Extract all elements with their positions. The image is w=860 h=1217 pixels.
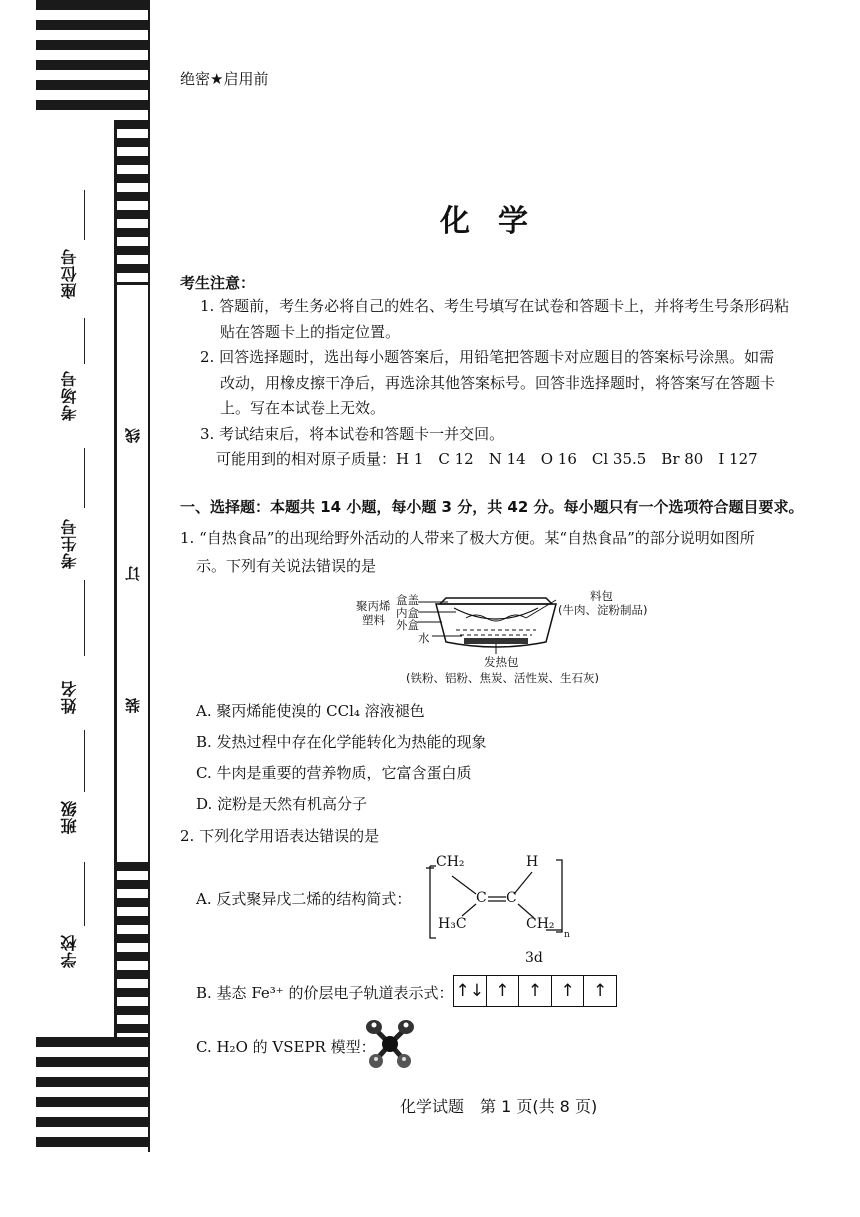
cut-mark-line: 线 <box>124 428 142 443</box>
diagram-label-inner-box: 内盒 <box>396 606 419 620</box>
structure-n: n <box>564 930 570 940</box>
structure-h3c: H₃C <box>438 916 467 932</box>
confidential-mark: 绝密★启用前 <box>180 70 269 88</box>
orbital-box: ↑ <box>519 976 552 1006</box>
exam-room-label: 考场号 <box>60 370 79 421</box>
question-1-option-c: C. 牛肉是重要的营养物质，它富含蛋白质 <box>196 764 472 782</box>
cut-mark-pack: 装 <box>124 698 142 713</box>
question-2-stem: 2. 下列化学用语表达错误的是 <box>180 827 380 845</box>
field-underline <box>84 190 85 240</box>
diagram-label-outer-box: 外盒 <box>396 618 419 632</box>
question-2-option-b: B. 基态 Fe³⁺ 的价层电子轨道表示式： <box>196 984 454 1002</box>
notice-heading: 考生注意： <box>180 274 256 292</box>
question-1-stem-cont: 示。下列有关说法错误的是 <box>196 557 377 575</box>
orbital-box: ↑ <box>552 976 585 1006</box>
field-underline <box>84 862 85 926</box>
seat-number-label: 座位号 <box>60 248 79 299</box>
orbital-box: ↑ <box>593 981 608 1001</box>
section-heading: 一、选择题：本题共 14 小题，每小题 3 分，共 42 分。每小题只有一个选项符合题目要求。 <box>180 498 804 516</box>
structure-ch2-top: CH₂ <box>436 854 465 870</box>
structure-h: H <box>526 854 539 870</box>
question-1-option-b: B. 发热过程中存在化学能转化为热能的现象 <box>196 733 487 751</box>
cut-mark-bind: 订 <box>124 566 142 581</box>
vsepr-model-drawing <box>362 1018 418 1070</box>
structure-c-right: C <box>506 890 517 906</box>
diagram-label-heater-detail: (铁粉、铝粉、焦炭、活性炭、生石灰) <box>406 671 599 685</box>
notice-item: 1. 答题前，考生务必将自己的姓名、考生号填写在试卷和答题卡上，并将考生号条形码粘 <box>200 297 790 315</box>
diagram-label-heater: 发热包 <box>484 655 519 669</box>
self-heating-diagram <box>356 590 686 690</box>
question-1-stem: 1. “自热食品”的出现给野外活动的人带来了极大方便。某“自热食品”的部分说明如图所 <box>180 529 755 547</box>
notice-item: 上。写在本试卷上无效。 <box>220 399 386 417</box>
diagram-label-water: 水 <box>418 631 430 645</box>
question-1-option-d: D. 淀粉是天然有机高分子 <box>196 795 368 813</box>
notice-item: 2. 回答选择题时，选出每小题答案后，用铅笔把答题卡对应题目的答案标号涂黑。如需 <box>200 348 775 366</box>
question-2-option-a: A. 反式聚异戊二烯的结构简式： <box>196 890 412 908</box>
atomic-masses: 可能用到的相对原子质量：H 1 C 12 N 14 O 16 Cl 35.5 Br 80 I 127 <box>216 450 758 468</box>
diagram-label-plastic: 塑料 <box>362 613 385 627</box>
notice-item: 改动，用橡皮擦干净后，再选涂其他答案标号。回答非选择题时，将答案写在答题卡 <box>220 373 776 392</box>
polyisoprene-structure <box>426 854 576 944</box>
binding-stripes-bottom <box>36 1037 150 1152</box>
question-1-option-a: A. 聚丙烯能使溴的 CCl₄ 溶液褪色 <box>196 702 425 720</box>
candidate-number-label: 考生号 <box>60 518 79 569</box>
class-label: 班级 <box>60 800 79 834</box>
page-footer: 化学试题 第 1 页(共 8 页) <box>400 1097 598 1116</box>
notice-list <box>180 294 820 473</box>
field-underline <box>84 318 85 364</box>
notice-item: 3. 考试结束后，将本试卷和答题卡一并交回。 <box>200 424 505 443</box>
binding-stripes-top <box>36 0 150 120</box>
notice-item: 贴在答题卡上的指定位置。 <box>220 322 401 341</box>
diagram-label-pack: 料包 <box>590 589 613 603</box>
structure-ch2-right: CH₂ <box>526 916 555 932</box>
school-label: 学校 <box>60 934 79 968</box>
orbital-box: ↑↓ <box>454 976 487 1006</box>
orbital-box: ↑ <box>487 976 520 1006</box>
vsepr-model-icon <box>362 1018 418 1070</box>
field-underline <box>84 580 85 656</box>
page-title: 化学 <box>440 204 556 239</box>
binding-stripes-lower <box>114 862 150 1037</box>
binding-stripes-upper <box>114 120 150 285</box>
orbital-diagram <box>453 975 617 1007</box>
name-label: 姓名 <box>60 680 79 714</box>
binding-edge <box>148 0 150 1152</box>
orbital-label-3d: 3d <box>525 950 543 966</box>
question-2-option-c: C. H₂O 的 VSEPR 模型： <box>196 1038 376 1056</box>
diagram-label-polypropylene: 聚丙烯 <box>356 599 391 613</box>
diagram-label-lid: 盒盖 <box>396 593 419 607</box>
binding-line <box>114 120 117 1037</box>
field-underline <box>84 730 85 792</box>
diagram-label-pack-detail: (牛肉、淀粉制品) <box>558 603 648 617</box>
field-underline <box>84 448 85 508</box>
structure-c-left: C <box>476 890 487 906</box>
